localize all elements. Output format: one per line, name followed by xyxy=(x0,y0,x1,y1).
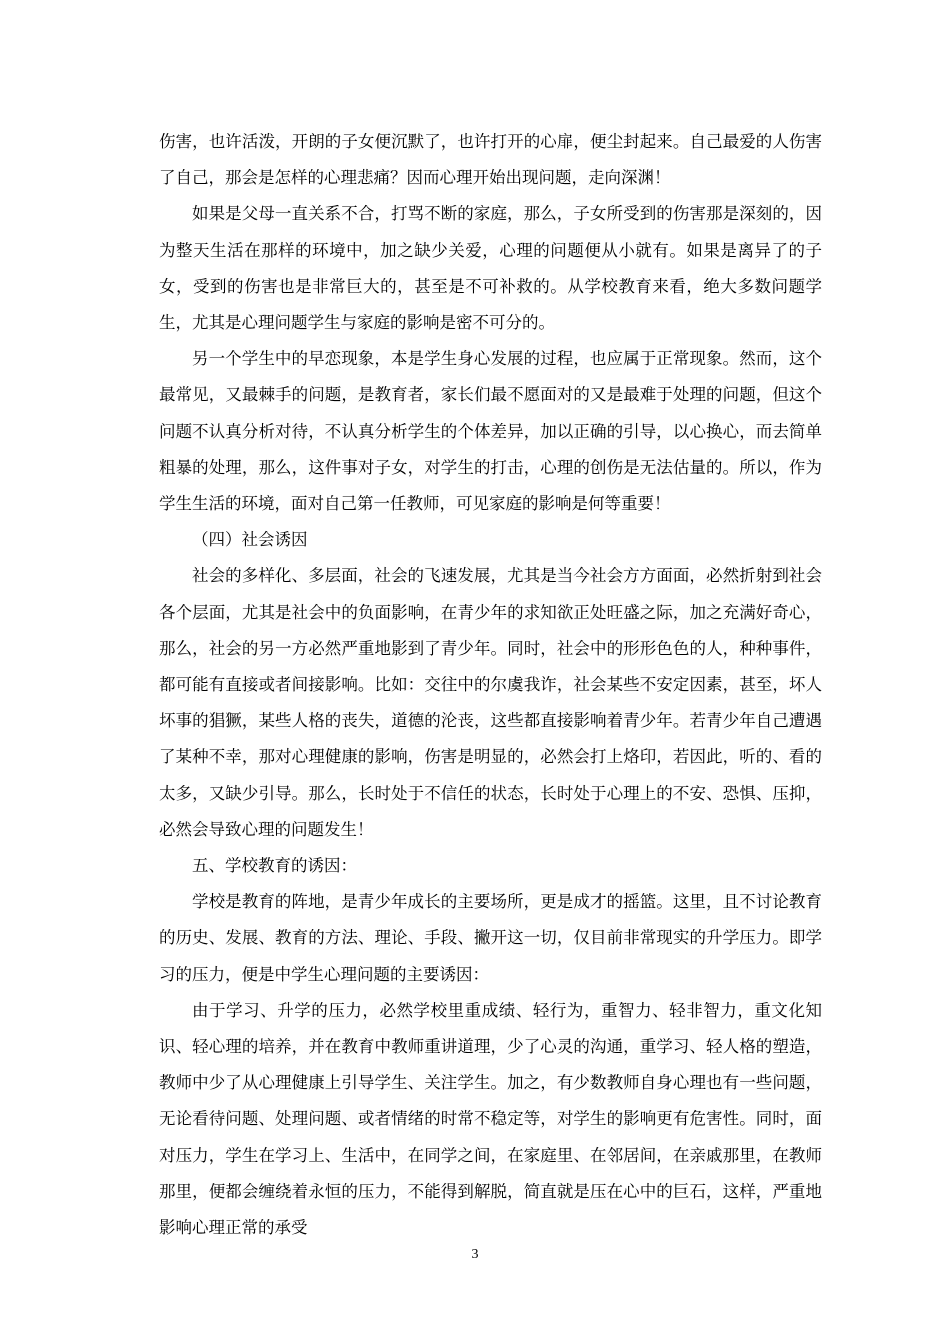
section-heading: （四）社会诱因 xyxy=(192,530,308,550)
section-heading: 五、学校教育的诱因： xyxy=(192,856,357,876)
page-number: 3 xyxy=(471,1247,479,1262)
body-text xyxy=(159,124,822,1246)
paragraph-continuation: 伤害，也许活泼，开朗的子女便沉默了，也许打开的心扉，便尘封起来。自己最爱的人伤害了自己，那会是怎样的心理悲痛？因而心理开始出现问题，走向深渊！ xyxy=(159,132,822,188)
paragraph: 学校是教育的阵地，是青少年成长的主要场所，更是成才的摇篮。这里，且不讨论教育的历史、发展、教育的方法、理论、手段、撇开这一切，仅目前非常现实的升学压力。即学习的压力，便是中学生心理问题的主要诱因： xyxy=(159,892,822,984)
paragraph: 由于学习、升学的压力，必然学校里重成绩、轻行为，重智力、轻非智力，重文化知识、轻心理的培养，并在教育中教师重讲道理，少了心灵的沟通，重学习、轻人格的塑造，教师中少了从心理健康上引导学生、关注学生。加之，有少数教师自身心理也有一些问题，无论看待问题、处理问题、或者情绪的时常不稳定等，对学生的影响更有危害性。同时，面对压力，学生在学习上、生活中，在同学之间，在家庭里、在邻居间，在亲戚那里，在教师那里，便都会缠绕着永恒的压力，不能得到解脱，简直就是压在心中的巨石，这样，严重地影响心理正常的承受 xyxy=(159,1000,822,1238)
paragraph: 如果是父母一直关系不合，打骂不断的家庭，那么，子女所受到的伤害那是深刻的，因为整天生活在那样的环境中，加之缺少关爱，心理的问题便从小就有。如果是离异了的子女，受到的伤害也是非常巨大的，甚至是不可补救的。从学校教育来看，绝大多数问题学生，尤其是心理问题学生与家庭的影响是密不可分的。 xyxy=(159,204,822,333)
paragraph: 另一个学生中的早恋现象，本是学生身心发展的过程，也应属于正常现象。然而，这个最常见，又最棘手的问题，是教育者，家长们最不愿面对的又是最难于处理的问题，但这个问题不认真分析对待，不认真分析学生的个体差异，加以正确的引导，以心换心，而去简单粗暴的处理，那么，这件事对子女，对学生的打击，心理的创伤是无法估量的。所以，作为学生生活的环境，面对自己第一任教师，可见家庭的影响是何等重要！ xyxy=(159,349,822,514)
paragraph: 社会的多样化、多层面，社会的飞速发展，尤其是当今社会方方面面，必然折射到社会各个层面，尤其是社会中的负面影响，在青少年的求知欲正处旺盛之际，加之充满好奇心，那么，社会的另一方必然严重地影到了青少年。同时，社会中的形形色色的人，种种事件，都可能有直接或者间接影响。比如：交往中的尔虞我诈，社会某些不安定因素，甚至，坏人坏事的猖獗，某些人格的丧失，道德的沦丧，这些都直接影响着青少年。若青少年自己遭遇了某种不幸，那对心理健康的影响，伤害是明显的，必然会打上烙印，若因此，听的、看的太多，又缺少引导。那么，长时处于不信任的状态，长时处于心理上的不安、恐惧、压抑，必然会导致心理的问题发生！ xyxy=(159,566,822,839)
